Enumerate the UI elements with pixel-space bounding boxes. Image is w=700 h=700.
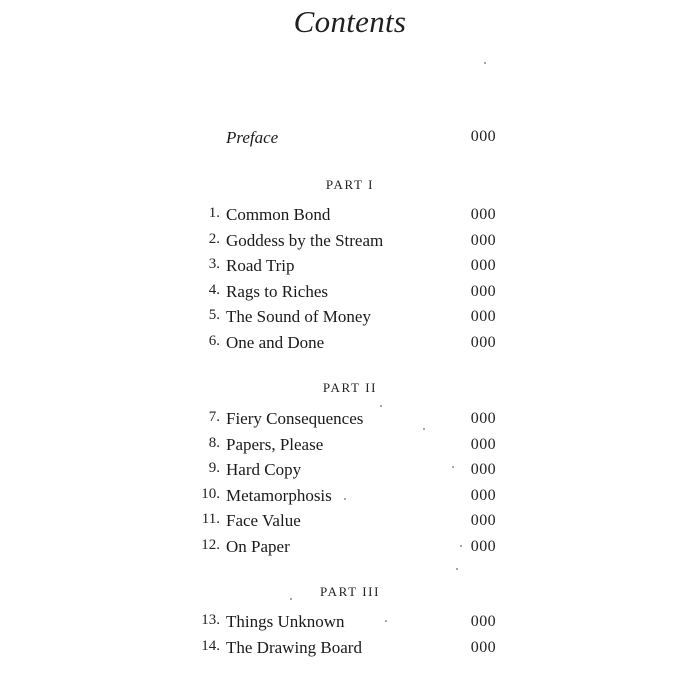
chapter-title: Road Trip — [226, 256, 295, 276]
scan-speck — [460, 545, 462, 547]
scan-speck — [385, 620, 387, 622]
chapter-page-number: 000 — [470, 282, 496, 300]
part-3-entries — [190, 612, 496, 663]
chapter-page-number: 000 — [470, 410, 496, 427]
toc-entry[interactable] — [190, 537, 496, 563]
chapter-title: The Sound of Money — [226, 307, 371, 327]
chapter-number: 1. — [208, 205, 220, 221]
toc-entry[interactable] — [190, 333, 496, 359]
chapter-title: Papers, Please — [226, 434, 324, 454]
toc-entry[interactable] — [190, 409, 496, 435]
chapter-number: 11. — [201, 511, 220, 528]
scan-speck — [452, 466, 454, 468]
part-2-entries — [190, 409, 496, 563]
scan-speck — [380, 405, 382, 407]
chapter-page-number: 000 — [470, 486, 496, 504]
scan-speck — [344, 498, 346, 500]
chapter-number: 7. — [208, 409, 220, 425]
chapter-page-number: 000 — [470, 461, 496, 479]
toc-entry[interactable] — [190, 638, 496, 664]
chapter-page-number: 000 — [470, 537, 496, 555]
chapter-title: The Drawing Board — [226, 637, 362, 657]
chapter-number: 13. — [201, 612, 220, 628]
chapter-title: Rags to Riches — [226, 281, 328, 301]
chapter-title: Fiery Consequences — [226, 409, 364, 428]
chapter-page-number: 000 — [470, 257, 496, 275]
scan-speck — [456, 568, 458, 570]
scan-speck — [484, 62, 486, 64]
chapter-number: 8. — [208, 434, 220, 451]
toc-entry[interactable] — [190, 612, 496, 638]
chapter-page-number: 000 — [470, 638, 496, 656]
toc-entry[interactable] — [190, 205, 496, 231]
toc-entry[interactable] — [190, 511, 496, 537]
chapter-number: 10. — [201, 485, 220, 502]
toc-entry[interactable] — [190, 486, 496, 512]
chapter-title: Hard Copy — [226, 460, 302, 480]
chapter-title: Metamorphosis — [226, 485, 332, 505]
chapter-page-number: 000 — [470, 333, 496, 351]
chapter-number: 6. — [208, 332, 220, 349]
chapter-number: 5. — [208, 307, 220, 324]
chapter-page-number: 000 — [470, 613, 496, 630]
toc-entry[interactable] — [190, 282, 496, 308]
chapter-title: Face Value — [226, 511, 301, 531]
chapter-page-number: 000 — [470, 308, 496, 326]
chapter-title: Goddess by the Stream — [226, 230, 384, 250]
chapter-page-number: 000 — [470, 206, 496, 223]
chapter-title: On Paper — [226, 536, 290, 556]
toc-entry[interactable] — [190, 256, 496, 282]
chapter-number: 14. — [201, 637, 220, 654]
chapter-page-number: 000 — [470, 512, 496, 530]
toc-entry-preface[interactable] — [226, 128, 496, 152]
preface-label: Preface — [226, 128, 279, 147]
chapter-page-number: 000 — [470, 231, 496, 249]
toc-entry[interactable] — [190, 460, 496, 486]
scan-speck — [423, 428, 425, 430]
chapter-number: 9. — [208, 460, 220, 477]
page-title: Contents — [293, 4, 407, 39]
part-heading-1: PART I — [325, 177, 375, 192]
toc-entry[interactable] — [190, 307, 496, 333]
chapter-number: 12. — [201, 536, 220, 553]
chapter-title: Things Unknown — [226, 612, 345, 631]
chapter-number: 2. — [208, 230, 220, 247]
chapter-title: Common Bond — [226, 205, 331, 224]
part-1-entries — [190, 205, 496, 359]
chapter-title: One and Done — [226, 332, 325, 352]
toc-entry[interactable] — [190, 231, 496, 257]
scan-speck — [290, 598, 292, 600]
chapter-number: 4. — [208, 281, 220, 298]
toc-entry[interactable] — [190, 435, 496, 461]
chapter-page-number: 000 — [470, 435, 496, 453]
preface-page-number: 000 — [470, 128, 496, 145]
part-heading-2: PART II — [322, 380, 378, 395]
part-heading-3: PART III — [319, 584, 381, 599]
chapter-number: 3. — [208, 256, 220, 273]
